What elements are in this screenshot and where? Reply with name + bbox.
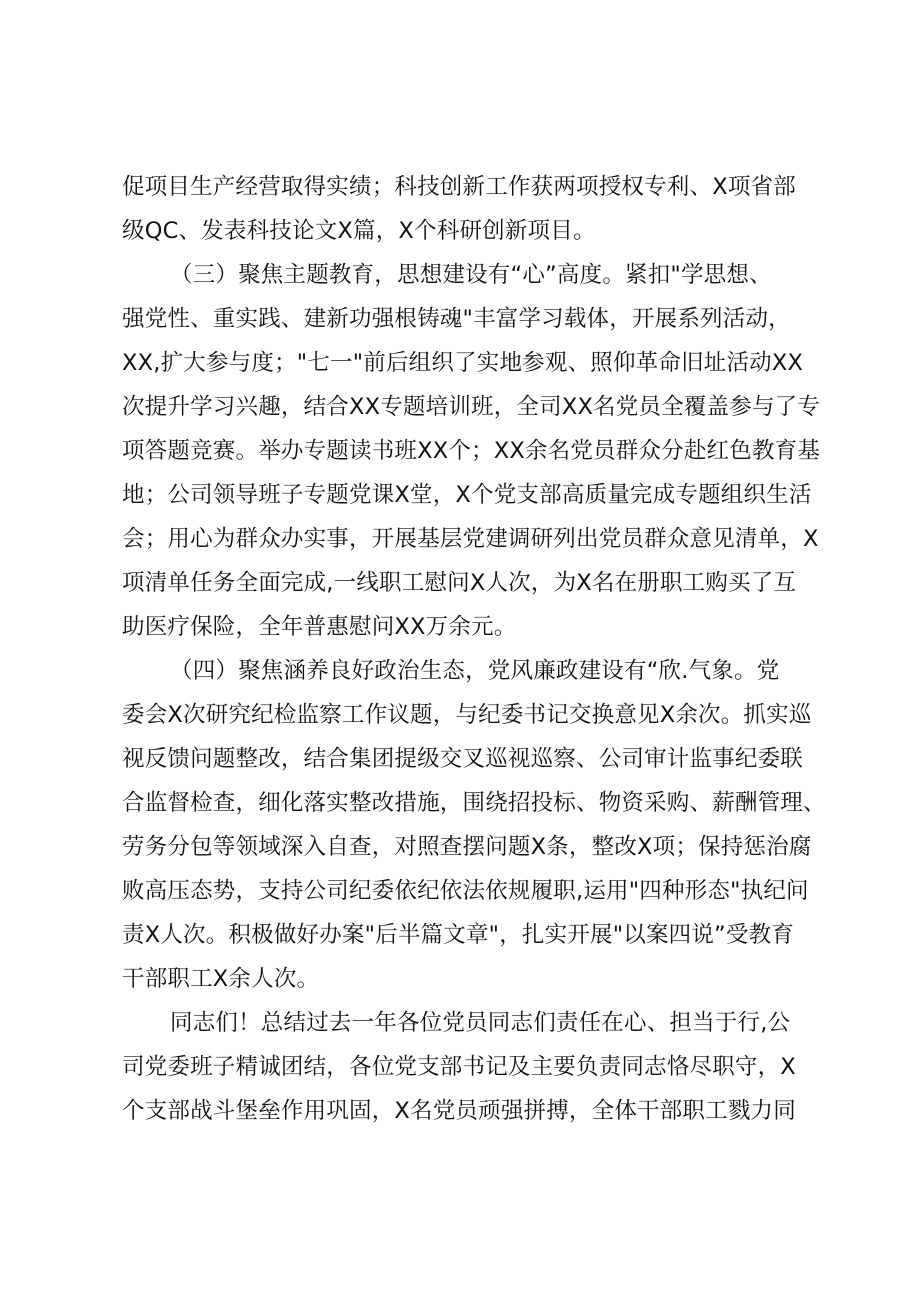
text-line: 委会X次研究纪检监察工作议题，与纪委书记交换意见X余次。抓实巡	[122, 702, 812, 728]
paragraph-start-line: 同志们！总结过去一年各位党员同志们责任在心、担当于行,公	[170, 1010, 791, 1036]
text-line: 合监督检查，细化落实整改措施，围绕招投标、物资采购、薪酬管理、	[122, 790, 826, 816]
text-line: 个支部战斗堡垒作用巩固，X名党员顽强拼搏，全体干部职工戮力同	[122, 1098, 796, 1124]
text-line: 助医疗保险，全年普惠慰问XX万余元。	[122, 614, 517, 640]
text-line: 干部职工X余人次。	[122, 966, 320, 992]
paragraph-start-line: （四）聚焦涵养良好政治生态，党风廉政建设有“欣.气象。党	[170, 658, 780, 684]
text-line: 地；公司领导班子专题党课X堂，X个党支部高质量完成专题组织生活	[122, 482, 812, 508]
text-line: 级QC、发表科技论文X篇，X个科研创新项目。	[122, 218, 596, 244]
text-line: 项答题竞赛。举办专题读书班XX个；XX余名党员群众分赴红色教育基	[122, 438, 821, 464]
text-line: 项清单任务全面完成,一线职工慰问X人次，为X名在册职工购买了互	[122, 570, 797, 596]
text-line: 强党性、重实践、建新功强根铸魂"丰富学习载体，开展系列活动，	[122, 306, 791, 332]
text-line: 促项目生产经营取得实绩；科技创新工作获两项授权专利、X项省部	[122, 174, 796, 200]
paragraph-start-line: （三）聚焦主题教育，思想建设有“心”高度。紧扣"学思想、	[170, 262, 772, 288]
text-line: 视反馈问题整改，结合集团提级交叉巡视巡察、公司审计监事纪委联	[122, 746, 804, 772]
text-line: XX,扩大参与度；"七一"前后组织了实地参观、照仰革命旧址活动XX	[122, 350, 804, 376]
text-line: 司党委班子精诚团结，各位党支部书记及主要负责同志恪尽职守，X	[122, 1054, 796, 1080]
body-text	[122, 165, 826, 1133]
text-line: 会；用心为群众办实事，开展基层党建调研列出党员群众意见清单，X	[122, 526, 819, 552]
text-line: 责X人次。积极做好办案"后半篇文章"，扎实开展"以案四说”受教育	[122, 922, 795, 948]
text-line: 败高压态势，支持公司纪委依纪依法依规履职,运用"四种形态"执纪问	[122, 878, 809, 904]
text-line: 劳务分包等领域深入自查，对照查摆问题X条，整改X项；保持惩治腐	[122, 834, 812, 860]
text-line: 次提升学习兴趣，结合XX专题培训班，全司XX名党员全覆盖参与了专	[122, 394, 821, 420]
